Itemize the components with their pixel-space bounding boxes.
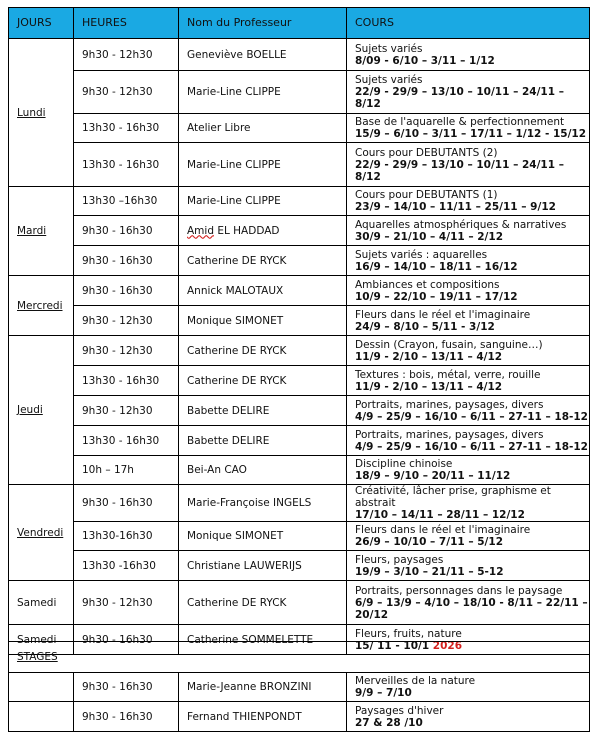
course-cell [347, 485, 590, 522]
day-samedi: Samedi [9, 581, 74, 625]
table-row [9, 306, 590, 336]
time-cell: 9h30 - 16h30 [74, 702, 179, 732]
table-row [9, 581, 590, 625]
day-cell-empty [9, 702, 74, 732]
course-cell [347, 216, 590, 246]
header-row [9, 8, 590, 39]
day-mercredi: Mercredi [9, 276, 74, 336]
table-row [9, 673, 590, 702]
prof-cell: Catherine DE RYCK [179, 246, 347, 276]
course-dates: 11/9 - 2/10 – 13/11 – 4/12 [355, 350, 503, 363]
course-dates: 22/9 - 29/9 – 13/10 – 10/11 – 24/11 – 8/12 [355, 86, 564, 110]
table-row [9, 485, 590, 522]
course-dates: 9/9 – 7/10 [355, 687, 412, 699]
table-row [9, 336, 590, 366]
course-title: Fleurs, paysages [355, 553, 444, 566]
course-dates: 23/9 – 14/10 – 11/11 – 25/11 – 9/12 [355, 201, 556, 213]
time-cell: 9h30 - 16h30 [74, 276, 179, 306]
day-vendredi: Vendredi [9, 485, 74, 581]
course-dates: 10/9 – 22/10 – 19/11 – 17/12 [355, 290, 518, 303]
course-title: Aquarelles atmosphériques & narratives [355, 218, 567, 231]
course-cell [347, 456, 590, 485]
course-title: Créativité, lâcher prise, graphisme et abstrait [355, 485, 551, 509]
prof-cell: Catherine DE RYCK [179, 366, 347, 396]
time-cell: 10h – 17h [74, 456, 179, 485]
table-row [9, 216, 590, 246]
header-jours: JOURS [9, 8, 74, 39]
course-dates: 27 & 28 /10 [355, 716, 423, 729]
course-title: Cours pour DEBUTANTS (1) [355, 189, 498, 201]
course-cell [347, 187, 590, 216]
prof-cell: Monique SIMONET [179, 306, 347, 336]
prof-cell: Geneviève BOELLE [179, 39, 347, 71]
course-title: Paysages d'hiver [355, 704, 444, 717]
table-row [9, 396, 590, 426]
table-row [9, 522, 590, 551]
course-title: Portraits, marines, paysages, divers [355, 398, 544, 411]
course-cell [347, 396, 590, 426]
time-cell: 9h30 - 16h30 [74, 625, 179, 655]
day-jeudi: Jeudi [9, 336, 74, 485]
table-row [9, 39, 590, 71]
header-heures: HEURES [74, 8, 179, 39]
stages-heading-row [9, 642, 590, 673]
course-cell [347, 143, 590, 187]
course-dates: 26/9 – 10/10 – 7/11 – 5/12 [355, 536, 503, 548]
time-cell: 13h30-16h30 [74, 522, 179, 551]
time-cell: 13h30 - 16h30 [74, 143, 179, 187]
course-cell [347, 366, 590, 396]
prof-cell: Marie-Line CLIPPE [179, 143, 347, 187]
course-dates: 4/9 – 25/9 – 16/10 – 6/11 – 27-11 – 18-12 [355, 410, 588, 423]
course-cell [347, 71, 590, 114]
prof-cell: Catherine DE RYCK [179, 336, 347, 366]
prof-cell: Fernand THIENPONDT [179, 702, 347, 732]
table-row [9, 143, 590, 187]
prof-cell: Monique SIMONET [179, 522, 347, 551]
course-title: Fleurs dans le réel et l'imaginaire [355, 524, 531, 536]
header-cours: COURS [347, 8, 590, 39]
course-title: Portraits, personnages dans le paysage [355, 584, 563, 597]
course-title: Sujets variés [355, 74, 423, 86]
table-row [9, 114, 590, 143]
time-cell: 9h30 - 16h30 [74, 246, 179, 276]
course-cell [347, 426, 590, 456]
stages-table [8, 641, 590, 732]
prof-cell: Catherine DE RYCK [179, 581, 347, 625]
table-row [9, 187, 590, 216]
table-row [9, 456, 590, 485]
course-dates: 24/9 – 8/10 – 5/11 - 3/12 [355, 320, 495, 333]
course-cell [347, 702, 590, 732]
prof-cell [179, 216, 347, 246]
time-cell: 9h30 - 12h30 [74, 306, 179, 336]
course-title: Fleurs dans le réel et l'imaginaire [355, 308, 531, 321]
course-dates-text: 15/ 11 - 10/1 [355, 639, 433, 652]
prof-cell: Marie-Line CLIPPE [179, 71, 347, 114]
course-title: Sujets variés [355, 42, 423, 55]
day-cell-empty [9, 673, 74, 702]
schedule-table [8, 7, 590, 655]
course-title: Portraits, marines, paysages, divers [355, 428, 544, 441]
time-cell: 13h30 - 16h30 [74, 366, 179, 396]
stages-title: STAGES [9, 642, 590, 673]
course-title: Merveilles de la nature [355, 675, 476, 687]
course-title: Sujets variés : aquarelles [355, 248, 488, 261]
course-title: Ambiances et compositions [355, 278, 500, 291]
prof-last-name: EL HADDAD [214, 224, 280, 237]
table-row [9, 276, 590, 306]
header-professeur: Nom du Professeur [179, 8, 347, 39]
course-dates: 22/9 - 29/9 – 13/10 – 10/11 – 24/11 – 8/12 [355, 158, 564, 183]
course-cell [347, 114, 590, 143]
course-dates: 11/9 - 2/10 – 13/11 – 4/12 [355, 380, 503, 393]
course-cell [347, 246, 590, 276]
table-row [9, 71, 590, 114]
course-dates: 8/09 - 6/10 – 3/11 – 1/12 [355, 54, 495, 67]
day-lundi: Lundi [9, 39, 74, 187]
course-title: Textures : bois, métal, verre, rouille [355, 368, 541, 381]
course-cell [347, 551, 590, 581]
course-dates: 4/9 – 25/9 – 16/10 – 6/11 – 27-11 – 18-12 [355, 440, 588, 453]
time-cell: 9h30 - 12h30 [74, 71, 179, 114]
time-cell: 9h30 - 16h30 [74, 485, 179, 522]
day-mardi: Mardi [9, 187, 74, 276]
day-samedi: Samedi [9, 625, 74, 655]
time-cell: 13h30 - 16h30 [74, 426, 179, 456]
time-cell: 13h30 –16h30 [74, 187, 179, 216]
course-cell [347, 673, 590, 702]
course-dates: 15/9 – 6/10 – 3/11 – 17/11 – 1/12 - 15/12 [355, 128, 587, 140]
course-title: Dessin (Crayon, fusain, sanguine…) [355, 338, 543, 351]
course-title: Fleurs, fruits, nature [355, 627, 462, 640]
prof-first-name: Amid [187, 224, 214, 237]
prof-cell: Marie-Line CLIPPE [179, 187, 347, 216]
course-cell [347, 522, 590, 551]
table-row [9, 551, 590, 581]
prof-cell: Marie-Françoise INGELS [179, 485, 347, 522]
course-dates: 19/9 – 3/10 – 21/11 – 5-12 [355, 565, 504, 578]
table-row [9, 246, 590, 276]
time-cell: 9h30 - 12h30 [74, 39, 179, 71]
table-row [9, 426, 590, 456]
prof-cell: Babette DELIRE [179, 426, 347, 456]
course-title: Cours pour DEBUTANTS (2) [355, 146, 498, 159]
course-dates: 16/9 – 14/10 – 18/11 – 16/12 [355, 260, 518, 273]
course-dates: 18/9 – 9/10 – 20/11 – 11/12 [355, 470, 511, 482]
course-cell [347, 39, 590, 71]
course-cell [347, 306, 590, 336]
time-cell: 9h30 - 12h30 [74, 581, 179, 625]
course-dates: 6/9 – 13/9 – 4/10 – 18/10 - 8/11 – 22/11 – 20/12 [355, 596, 588, 621]
course-dates: 17/10 – 14/11 – 28/11 – 12/12 [355, 509, 525, 521]
prof-cell: Babette DELIRE [179, 396, 347, 426]
prof-cell: Catherine SOMMELETTE [179, 625, 347, 655]
course-cell [347, 336, 590, 366]
prof-cell: Christiane LAUWERIJS [179, 551, 347, 581]
course-dates-year: 2026 [432, 639, 463, 652]
time-cell: 13h30 -16h30 [74, 551, 179, 581]
time-cell: 13h30 - 16h30 [74, 114, 179, 143]
time-cell: 9h30 - 16h30 [74, 216, 179, 246]
prof-cell: Bei-An CAO [179, 456, 347, 485]
prof-cell: Annick MALOTAUX [179, 276, 347, 306]
course-cell [347, 581, 590, 625]
time-cell: 9h30 - 12h30 [74, 336, 179, 366]
course-title: Discipline chinoise [355, 458, 453, 470]
course-dates: 30/9 – 21/10 – 4/11 – 2/12 [355, 230, 503, 243]
prof-cell: Marie-Jeanne BRONZINI [179, 673, 347, 702]
table-row [9, 702, 590, 732]
course-cell [347, 276, 590, 306]
course-title: Base de l'aquarelle & perfectionnement [355, 116, 565, 128]
table-row [9, 366, 590, 396]
prof-cell: Atelier Libre [179, 114, 347, 143]
time-cell: 9h30 - 16h30 [74, 673, 179, 702]
time-cell: 9h30 - 12h30 [74, 396, 179, 426]
